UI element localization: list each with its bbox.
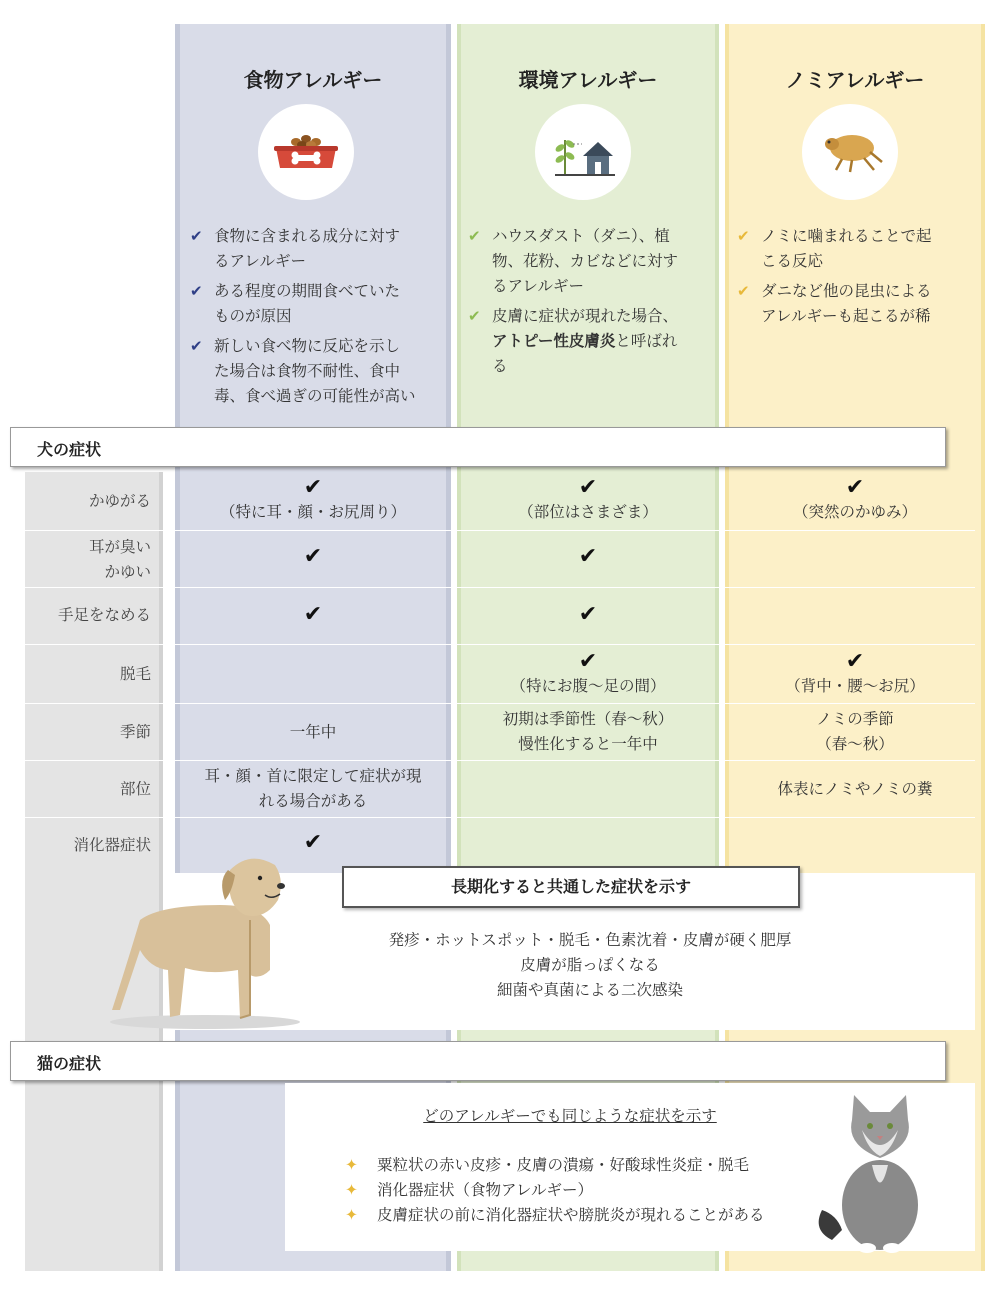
check-icon: ✔ (190, 337, 203, 355)
check-icon: ✔ (303, 602, 323, 627)
env-lick-cell (461, 603, 715, 627)
check-icon: ✔ (737, 227, 750, 245)
cat-symptoms-subtitle: どのアレルギーでも同じような症状を示す (423, 1107, 717, 1125)
check-icon: ✔ (303, 830, 323, 855)
long-term-symptoms-title: 長期化すると共通した症状を示す (342, 866, 800, 908)
check-icon: ✔ (578, 544, 598, 569)
row-label-lick: 手足をなめる (57, 606, 151, 624)
list-item: ✔ ある程度の期間食べていた ものが原因 (190, 279, 440, 329)
row-divider (25, 644, 975, 645)
environment-allergy-title: 環境アレルギー (518, 68, 658, 92)
row-divider (25, 587, 975, 588)
food-allergy-title: 食物アレルギー (243, 68, 383, 92)
env-season-cell: 初期は季節性（春〜秋） 慢性化すると一年中 (502, 710, 674, 753)
flea-site-cell: 体表にノミやノミの糞 (777, 780, 933, 798)
env-ear-cell (461, 545, 715, 569)
check-icon: ✔ (845, 649, 865, 674)
check-icon: ✔ (737, 282, 750, 300)
list-item: ✔ ハウスダスト（ダニ）、植 物、花粉、カビなどに対す るアレルギー (468, 224, 708, 299)
list-item: ✔ 食物に含まれる成分に対す るアレルギー (190, 224, 440, 274)
list-item: ✦ 消化器症状（食物アレルギー） (345, 1178, 593, 1203)
house-plant-icon (535, 104, 631, 200)
flea-allergy-description (737, 224, 973, 334)
cat-illustration (812, 1090, 942, 1255)
food-site-cell: 耳・顔・首に限定して症状が現 れる場合がある (204, 767, 422, 810)
flea-hair-loss-cell: ✔ （背中・腰〜お尻） (729, 650, 981, 699)
long-term-symptom-line: 発疹・ホットスポット・脱毛・色素沈着・皮膚が硬く肥厚 (388, 931, 792, 949)
flea-season-cell: ノミの季節 （春〜秋） (816, 710, 894, 753)
dog-illustration (100, 850, 300, 1030)
food-ear-cell (180, 545, 446, 569)
food-season-cell: 一年中 (289, 723, 337, 741)
row-divider (25, 817, 975, 818)
row-divider (25, 530, 975, 531)
long-term-symptom-line: 細菌や真菌による二次感染 (496, 981, 683, 999)
flea-itch-cell: ✔ （突然のかゆみ） (729, 476, 981, 525)
row-label-hair-loss: 脱毛 (119, 665, 151, 683)
check-icon: ✔ (190, 227, 203, 245)
row-label-site: 部位 (119, 780, 151, 798)
long-term-symptom-line: 皮膚が脂っぽくなる (520, 956, 660, 974)
star-icon: ✦ (345, 1181, 358, 1199)
list-item: ✦ 皮膚症状の前に消化器症状や膀胱炎が現れることがある (345, 1203, 765, 1228)
flea-icon (802, 104, 898, 200)
list-item: ✔ 新しい食べ物に反応を示し た場合は食物不耐性、食中 毒、食べ過ぎの可能性が高い (190, 334, 440, 409)
environment-allergy-description (468, 224, 708, 384)
flea-allergy-title: ノミアレルギー (785, 68, 925, 92)
star-icon: ✦ (345, 1206, 358, 1224)
star-icon: ✦ (345, 1156, 358, 1174)
check-icon: ✔ (303, 544, 323, 569)
food-lick-cell (180, 603, 446, 627)
check-icon: ✔ (578, 602, 598, 627)
food-itch-cell: ✔ （特に耳・顔・お尻周り） (180, 476, 446, 525)
check-icon: ✔ (303, 475, 323, 500)
cat-symptoms-header: 猫の症状 (10, 1041, 946, 1081)
row-divider (25, 760, 975, 761)
dog-bowl-icon (258, 104, 354, 200)
check-icon: ✔ (578, 649, 598, 674)
env-itch-cell: ✔ （部位はさまざま） (461, 476, 715, 525)
check-icon: ✔ (578, 475, 598, 500)
list-item: ✦ 粟粒状の赤い皮疹・皮膚の潰瘍・好酸球性炎症・脱毛 (345, 1153, 749, 1178)
row-label-ear: 耳が臭い かゆい (88, 538, 151, 581)
row-label-itch: かゆがる (88, 492, 151, 510)
env-hair-loss-cell: ✔ （特にお腹〜足の間） (461, 650, 715, 699)
row-label-digestive: 消化器症状 (73, 836, 151, 854)
check-icon: ✔ (468, 227, 481, 245)
list-item: ✔ ダニなど他の昆虫による アレルギーも起こるが稀 (737, 279, 973, 329)
list-item: ✔ ノミに噛まれることで起 こる反応 (737, 224, 973, 274)
check-icon: ✔ (468, 307, 481, 325)
check-icon: ✔ (190, 282, 203, 300)
food-allergy-description (190, 224, 440, 414)
check-icon: ✔ (845, 475, 865, 500)
row-divider (25, 703, 975, 704)
row-label-season: 季節 (119, 723, 151, 741)
dog-symptoms-header: 犬の症状 (10, 427, 946, 467)
list-item: ✔ 皮膚に症状が現れた場合、 アトピー性皮膚炎と呼ばれ る (468, 304, 708, 379)
